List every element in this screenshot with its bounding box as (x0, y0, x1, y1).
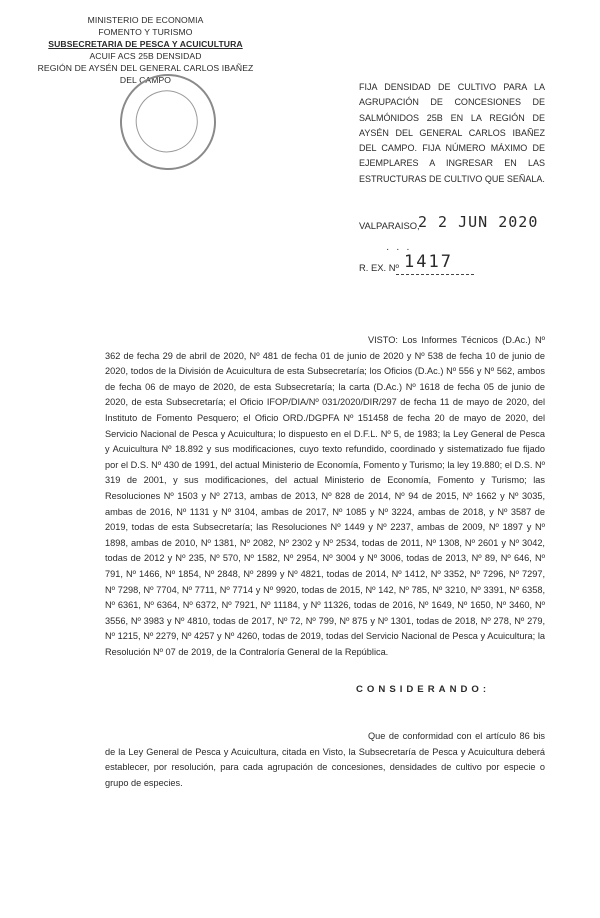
rex-underline (396, 274, 474, 275)
rex-number: 1417 (404, 252, 453, 272)
header-line-region: REGIÓN DE AYSÉN DEL GENERAL CARLOS IBAÑEZ DEL CAMPO (37, 63, 254, 85)
ministry-header (28, 14, 263, 86)
considerando-paragraph-1: Que de conformidad con el artículo 86 bis de la Ley General de Pesca y Acuicultura, citada en Visto, la Subsecretaría de Pesca y Acuicultura deberá establecer, por resolución, para cada agrupación de concesiones, densidades de cultivo por especie o grupo de especies. (105, 731, 545, 788)
header-line-reference: ACUIF ACS 25B DENSIDAD (89, 51, 202, 61)
signature-dots: · · · (386, 244, 412, 255)
considerando-title: CONSIDERANDO: (356, 684, 491, 695)
visto-paragraph: VISTO: Los Informes Técnicos (D.Ac.) Nº 362 de fecha 29 de abril de 2020, Nº 481 de fecha 01 de junio de 2020 y Nº 538 de fecha 10 de junio de 2020, todos de la División de Acuicultura de esta Subsecretaría; los Oficios (D.Ac.) Nº 556 y Nº 562, ambos de fecha 06 de mayo de 2020, de esta Subsecretaría; la carta (D.Ac.) Nº 1618 de fecha 05 de junio de 2020, de esta Subsecretaría; el Oficio IFOP/DIA/Nº 031/2020/DIR/297 de fecha 11 de mayo de 2020, del Instituto de Fomento Pesquero; el Oficio ORD./DGPFA Nº 151458 de fecha 20 de mayo de 2020, del Servicio Nacional de Pesca y Acuicultura; lo dispuesto en el D.F.L. Nº 5, de 1983; la Ley General de Pesca y Acuicultura Nº 18.892 y sus modificaciones, cuyo texto refundido, coordinado y sistematizado fue fijado por el D.S. Nº 430 de 1991, del actual Ministerio de Economía, Fomento y Turismo; la ley 19.880; el D.S. Nº 319 de 2001, y sus modificaciones, del actual Ministerio de Economía, Fomento y Turismo; las Resoluciones Nº 1503 y Nº 2713, ambas de 2013, Nº 828 de 2014, Nº 94 de 2015, Nº 1662 y Nº 3035, ambas de 2016, Nº 1131 y Nº 3104, ambas de 2017, Nº 1085 y Nº 3224, ambas de 2018, y Nº 3587 de 2019, todas de esta Subsecretaría; las Resoluciones Nº 1449 y Nº 2237, ambas de 2009, Nº 1897 y Nº 1898, ambas de 2010, Nº 1381, Nº 2082, Nº 2302 y Nº 2534, todas de 2011, Nº 1308, Nº 2601 y Nº 3042, todas de 2012 y Nº 235, Nº 570, Nº 1582, Nº 2954, Nº 3004 y Nº 3006, todas de 2013, Nº 89, Nº 646, Nº 791, Nº 1466, Nº 1854, Nº 2848, Nº 2899 y Nº 4821, todas de 2014, Nº 1412, Nº 3352, Nº 7296, Nº 7297, Nº 7298, Nº 7704, Nº 7711, Nº 7714 y Nº 9920, todas de 2015, Nº 142, Nº 785, Nº 3210, Nº 3391, Nº 6358, Nº 6361, Nº 6364, Nº 6372, Nº 7921, Nº 11184, y Nº 11326, todas de 2016, Nº 1649, Nº 1650, Nº 3460, Nº 3556, Nº 3983 y Nº 4810, todas de 2017, Nº 72, Nº 799, Nº 875 y Nº 1301, todas de 2018, Nº 278, Nº 279, Nº 1215, Nº 2279, Nº 4257 y Nº 4260, todas de 2019, todas del Servicio Nacional de Pesca y Acuicultura; la Resolución Nº 07 de 2019, de la Contraloría General de la República. (105, 335, 545, 657)
header-line-subsecretaria: SUBSECRETARIA DE PESCA Y ACUICULTURA (48, 39, 243, 49)
header-line-ministry: MINISTERIO DE ECONOMIA (87, 15, 204, 25)
header-line-fomento: FOMENTO Y TURISMO (98, 27, 193, 37)
resolution-summary: FIJA DENSIDAD DE CULTIVO PARA LA AGRUPACIÓN DE CONCESIONES DE SALMÓNIDOS 25B EN LA REGIÓN DE AYSÉN DEL GENERAL CARLOS IBAÑEZ DEL CAMPO. FIJA NÚMERO MÁXIMO DE EJEMPLARES A INGRESAR EN LAS ESTRUCTURAS DE CULTIVO QUE SEÑALA. (359, 82, 545, 184)
rex-label: R. EX. Nº (359, 262, 399, 273)
stamp-inner-ring (128, 82, 206, 160)
place-label: VALPARAISO, (359, 220, 420, 231)
resolution-date: 2 2 JUN 2020 (418, 213, 539, 231)
